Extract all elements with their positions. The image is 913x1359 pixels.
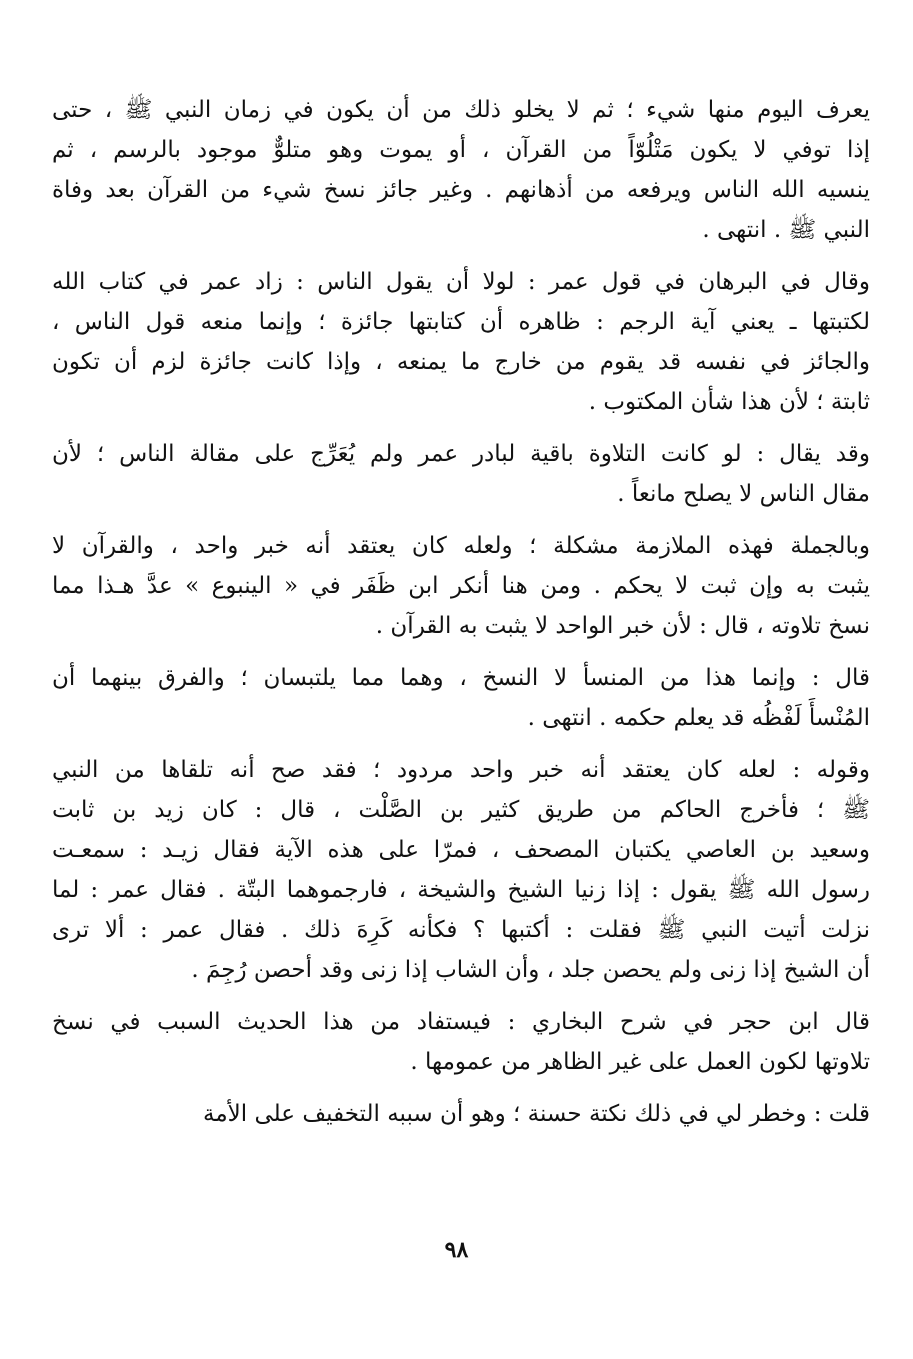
text-line: نزلت أتيت النبي ﷺ فقلت : أكتبها ؟ فكأنه كَرِهَ ذلك . فقال عمر : ألا ترى [52,917,870,943]
text-line: ينسيه الله الناس ويرفعه من أذهانهم . وغير جائز نسخ شيء من القرآن بعد وفاة [52,177,870,203]
paragraph-2 [52,262,870,422]
paragraph-3 [52,434,870,514]
text-line: وقال في البرهان في قول عمر : لولا أن يقول الناس : زاد عمر في كتاب الله [52,269,870,295]
text-line: وبالجملة فهذه الملازمة مشكلة ؛ ولعله كان يعتقد أنه خبر واحد ، والقرآن لا [52,533,870,559]
paragraph-1 [52,90,870,250]
text-line: تلاوتها لكون العمل على غير الظاهر من عمومها . [410,1049,870,1075]
page-body [52,90,870,1146]
text-line: يعرف اليوم منها شيء ؛ ثم لا يخلو ذلك من أن يكون في زمان النبي ﷺ ، حتى [52,97,870,123]
text-line: وقوله : لعله كان يعتقد أنه خبر واحد مردود ؛ فقد صح أنه تلقاها من النبي [52,757,870,783]
paragraph-7 [52,1002,870,1082]
text-line: إذا توفي لا يكون مَتْلُوّاً من القرآن ، أو يموت وهو متلوٌّ موجود بالرسم ، ثم [52,137,870,163]
text-line: قلت : وخطر لي في ذلك نكتة حسنة ؛ وهو أن سببه التخفيف على الأمة [203,1101,870,1127]
text-line: والجائز في نفسه قد يقوم من خارج ما يمنعه ، وإذا كانت جائزة لزم أن تكون [52,349,870,375]
text-line: قال : وإنما هذا من المنسأ لا النسخ ، وهما مما يلتبسان ؛ والفرق بينهما أن [52,665,870,691]
paragraph-8 [52,1094,870,1134]
paragraph-6 [52,750,870,990]
text-line: أن الشيخ إذا زنى ولم يحصن جلد ، وأن الشاب إذا زنى وقد أحصن رُجِمَ . [191,957,870,983]
text-line: رسول الله ﷺ يقول : إذا زنيا الشيخ والشيخة ، فارجموهما البتّة . فقال عمر : لما [52,877,870,903]
page-number: ٩٨ [444,1237,469,1263]
text-line: وقد يقال : لو كانت التلاوة باقية لبادر عمر ولم يُعَرِّج على مقالة الناس ؛ لأن [52,441,870,467]
text-line: ﷺ ؛ فأخرج الحاكم من طريق كثير بن الصَّلْت ، قال : كان زيد بن ثابت [52,797,870,823]
paragraph-4 [52,526,870,646]
text-line: النبي ﷺ . انتهى . [702,217,870,243]
text-line: قال ابن حجر في شرح البخاري : فيستفاد من هذا الحديث السبب في نسخ [52,1009,870,1035]
text-line: نسخ تلاوته ، قال : لأن خبر الواحد لا يثبت به القرآن . [375,613,870,639]
text-line: مقال الناس لا يصلح مانعاً . [617,481,870,507]
text-line: وسعيد بن العاصي يكتبان المصحف ، فمرّا على هذه الآية فقال زيـد : سمعـت [52,837,870,863]
paragraph-5 [52,658,870,738]
text-line: ثابتة ؛ لأن هذا شأن المكتوب . [588,389,870,415]
text-line: المُنْسأَ لَفْظُه قد يعلم حكمه . انتهى . [527,705,870,731]
text-line: يثبت به وإن ثبت لا يحكم . ومن هنا أنكر ابن ظَفَر في « الينبوع » عدَّ هـذا مما [52,573,870,599]
text-line: لكتبتها ـ يعني آية الرجم : ظاهره أن كتابتها جائزة ؛ وإنما منعه قول الناس ، [52,309,870,335]
